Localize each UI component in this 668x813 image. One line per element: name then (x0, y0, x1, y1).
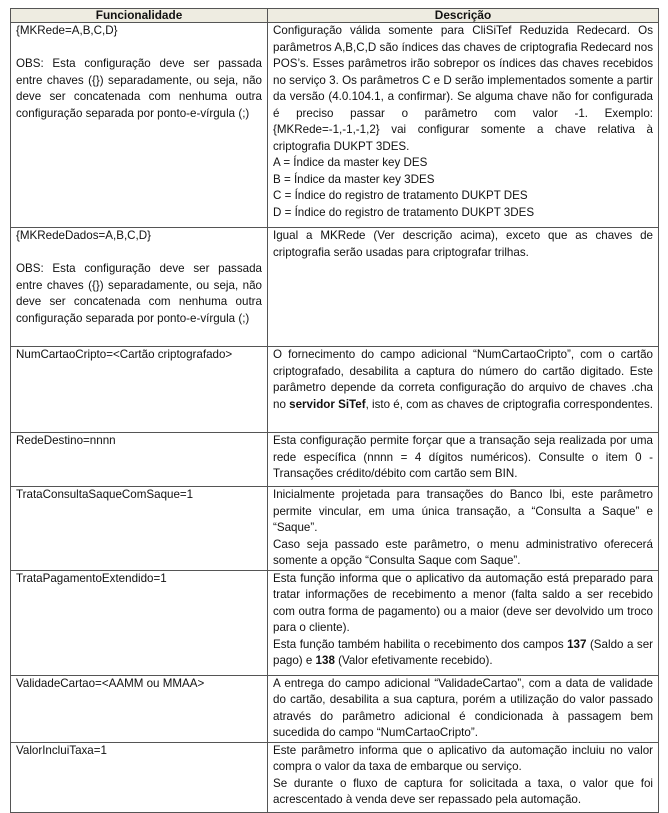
bold-term: servidor SiTef (289, 397, 366, 411)
description-text: A entrega do campo adicional “ValidadeCartao”, com a data de validade do cartão, desabilita a sua captura, porém a utilização do valor passado através do parâmetro adicional é condicionada à passagem bem sucedida do campo “NumCartaoCripto”. (273, 676, 653, 739)
description-line: A = Índice da master key DES (273, 156, 428, 169)
desc-cell (268, 742, 659, 812)
description-text: Inicialmente projetada para transações do Banco Ibi, este parâmetro permite vincular, em uma única transação, a “Consulta a Saque” e “Saque”. (273, 488, 653, 534)
table-row (11, 23, 659, 228)
func-cell (11, 433, 268, 487)
parameter-name: ValorIncluiTaxa=1 (16, 743, 107, 757)
desc-cell (268, 23, 659, 228)
bold-field-number: 138 (315, 654, 335, 667)
parameter-name: ValidadeCartao=<AAMM ou MMAA> (16, 676, 205, 690)
parameter-name: {MKRede=A,B,C,D} (16, 24, 118, 37)
func-cell (11, 675, 268, 742)
description-text: O fornecimento do campo adicional “NumCartaoCripto”, com o cartão criptografado, desabilita a captura do número do cartão digitado. Este parâmetro depende da correta configuração do arquivo de chaves .cha no servidor SiTef, isto é, com as chaves de criptografia correspondentes. (273, 348, 654, 411)
header-descricao: Descrição (268, 9, 659, 23)
description-line: C = Índice do registro de tratamento DUKPT DES (273, 189, 528, 202)
description-text: Se durante o fluxo de captura for solicitada a taxa, o valor que foi acrescentado à venda deve ser repassado pela automação. (273, 776, 653, 806)
description-text: Configuração válida somente para CliSiTef Reduzida Redecard. Os parâmetros A,B,C,D são índices das chaves de criptografia Redecard nos POS’s. Esses parâmetros irão sobrepor os índices das chaves recebidos no serviço 3. Os parâmetros C e D serão implementados somente a partir da versão (4.0.104.1, a confirmar). Se alguma chave não for configurada é preciso passar o parâmetro com valor -1. Exemplo: {MKRede=-1,-1,-1,2} vai configurar somente a chave relativa à criptografia DUKPT 3DES. (273, 24, 653, 153)
table-header-row (11, 9, 659, 23)
func-cell (11, 23, 268, 228)
desc-cell (268, 675, 659, 742)
bold-field-number: 137 (567, 637, 587, 651)
parameters-table (10, 8, 659, 813)
parameter-name: NumCartaoCripto=<Cartão criptografado> (16, 348, 233, 361)
description-text: Esta configuração permite forçar que a transação seja realizada por uma rede específica (nnnn = 4 dígitos numéricos). Consulte o item 0 - Transações crédito/débito com cartão sem BIN. (273, 434, 653, 480)
table-row (11, 675, 659, 742)
func-cell (11, 742, 268, 812)
desc-cell (268, 347, 659, 433)
description-text: Este parâmetro informa que o aplicativo da automação incluiu no valor compra o valor da taxa de embarque ou serviço. (273, 743, 653, 773)
func-cell (11, 570, 268, 675)
obs-note: OBS: Esta configuração deve ser passada entre chaves ({}) separadamente, ou seja, não deve ser concatenada com nenhuma outra configuração separada por ponto-e-vírgula (;) (16, 262, 262, 325)
func-cell (11, 347, 268, 433)
table-row (11, 347, 659, 433)
description-text: Caso seja passado este parâmetro, o menu administrativo oferecerá somente a opção “Consulta Saque com Saque”. (273, 537, 653, 567)
table-row (11, 742, 659, 812)
table-row (11, 433, 659, 487)
desc-cell (268, 487, 659, 571)
table-row (11, 570, 659, 675)
obs-note: OBS: Esta configuração deve ser passada entre chaves ({}) separadamente, ou seja, não deve ser concatenada com nenhuma outra configuração separada por ponto-e-vírgula (;) (16, 57, 262, 120)
func-cell (11, 487, 268, 571)
func-cell (11, 228, 268, 347)
table-row (11, 487, 659, 571)
parameter-name: TrataPagamentoExtendido=1 (16, 571, 167, 585)
table-row (11, 228, 659, 347)
description-text: Esta função informa que o aplicativo da automação está preparado para tratar informações de recebimento a menor (falta saldo a ser recebido com outra forma de pagamento) ou a maior (deve ser devolvido um troco para o cliente). (273, 571, 653, 634)
desc-cell (268, 433, 659, 487)
description-line: D = Índice do registro de tratamento DUKPT 3DES (273, 205, 535, 219)
desc-cell (268, 570, 659, 675)
parameter-name: TrataConsultaSaqueComSaque=1 (16, 488, 194, 501)
parameter-name: RedeDestino=nnnn (16, 434, 116, 447)
description-text: Igual a MKRede (Ver descrição acima), exceto que as chaves de criptografia serão usadas para criptografar trilhas. (273, 229, 653, 259)
description-text: Esta função também habilita o recebimento dos campos 137 (Saldo a ser pago) e 138 (Valor efetivamente recebido). (273, 637, 653, 667)
description-line: B = Índice da master key 3DES (273, 172, 435, 186)
desc-cell (268, 228, 659, 347)
header-funcionalidade: Funcionalidade (11, 9, 268, 23)
parameter-name: {MKRedeDados=A,B,C,D} (16, 229, 152, 242)
